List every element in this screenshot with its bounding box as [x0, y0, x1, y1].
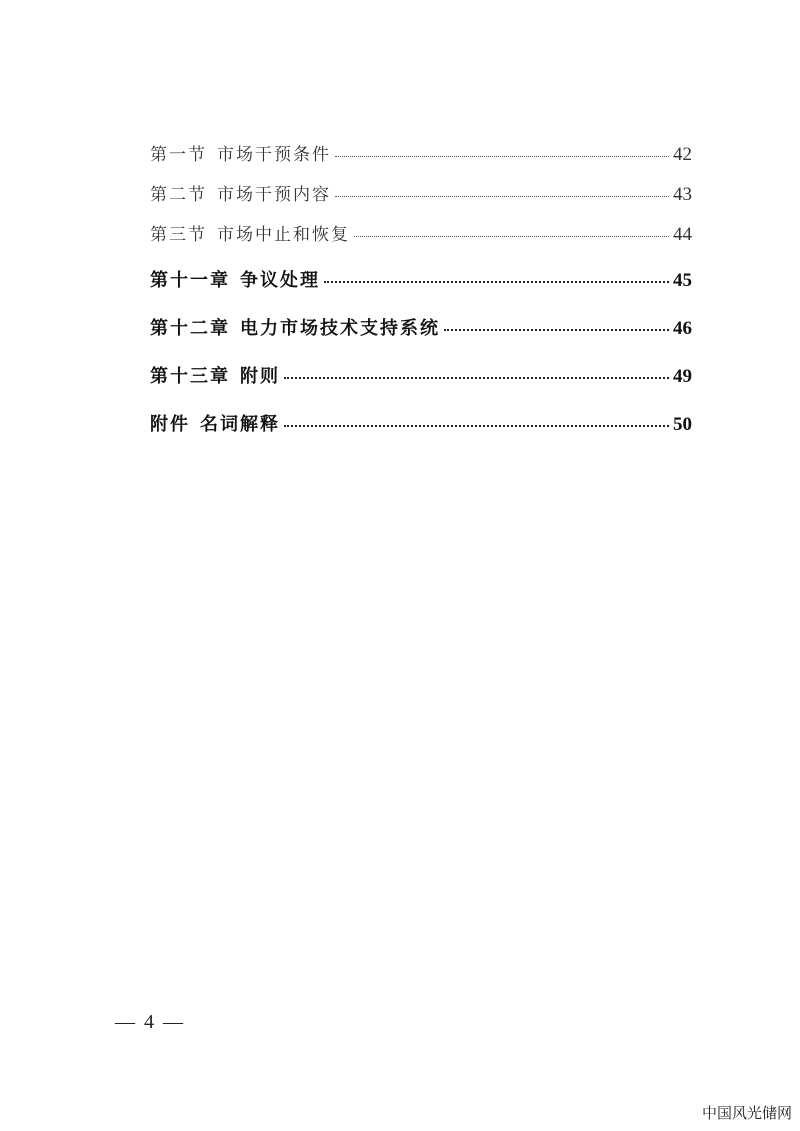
toc-entry-label: 市场中止和恢复	[217, 225, 350, 245]
toc-entry-number: 第一节	[150, 145, 207, 165]
toc-entry-page: 45	[673, 270, 692, 291]
toc-entry-page: 44	[673, 224, 692, 245]
toc-leader-dots	[335, 195, 669, 197]
toc-leader-dots	[284, 376, 669, 379]
watermark: 中国风光储网	[701, 1104, 792, 1122]
toc-leader-dots	[335, 155, 669, 157]
toc-entry-page: 49	[673, 366, 692, 387]
table-of-contents	[150, 140, 692, 458]
toc-entry-title	[150, 180, 331, 205]
toc-entry-label: 争议处理	[240, 270, 320, 291]
toc-entry-label: 附则	[240, 366, 280, 387]
toc-entry-section-1[interactable]	[150, 140, 692, 180]
toc-entry-page: 50	[673, 414, 692, 435]
toc-entry-page: 46	[673, 318, 692, 339]
toc-entry-chapter-13[interactable]	[150, 362, 692, 410]
toc-entry-appendix[interactable]	[150, 410, 692, 458]
toc-entry-page: 42	[673, 144, 692, 165]
toc-entry-title	[150, 140, 331, 165]
toc-leader-dots	[444, 328, 669, 331]
page-number: — 4 —	[115, 1011, 185, 1033]
toc-entry-page: 43	[673, 184, 692, 205]
toc-entry-title	[150, 362, 280, 388]
toc-entry-number: 第十一章	[150, 270, 230, 291]
toc-entry-number: 第二节	[150, 185, 207, 205]
toc-entry-label: 市场干预条件	[217, 145, 331, 165]
toc-entry-title	[150, 314, 440, 340]
toc-entry-number: 第十二章	[150, 318, 230, 339]
toc-entry-section-3[interactable]	[150, 220, 692, 260]
toc-entry-title	[150, 410, 280, 436]
toc-entry-label: 电力市场技术支持系统	[240, 318, 440, 339]
toc-entry-title	[150, 266, 320, 292]
toc-entry-chapter-11[interactable]	[150, 266, 692, 314]
toc-entry-number: 第十三章	[150, 366, 230, 387]
toc-leader-dots	[284, 424, 669, 427]
toc-entry-number: 附件	[150, 414, 190, 435]
toc-entry-number: 第三节	[150, 225, 207, 245]
toc-leader-dots	[324, 280, 669, 283]
toc-entry-label: 市场干预内容	[217, 185, 331, 205]
toc-entry-chapter-12[interactable]	[150, 314, 692, 362]
toc-entry-label: 名词解释	[200, 414, 280, 435]
toc-entry-section-2[interactable]	[150, 180, 692, 220]
toc-entry-title	[150, 220, 350, 245]
toc-leader-dots	[354, 235, 669, 237]
